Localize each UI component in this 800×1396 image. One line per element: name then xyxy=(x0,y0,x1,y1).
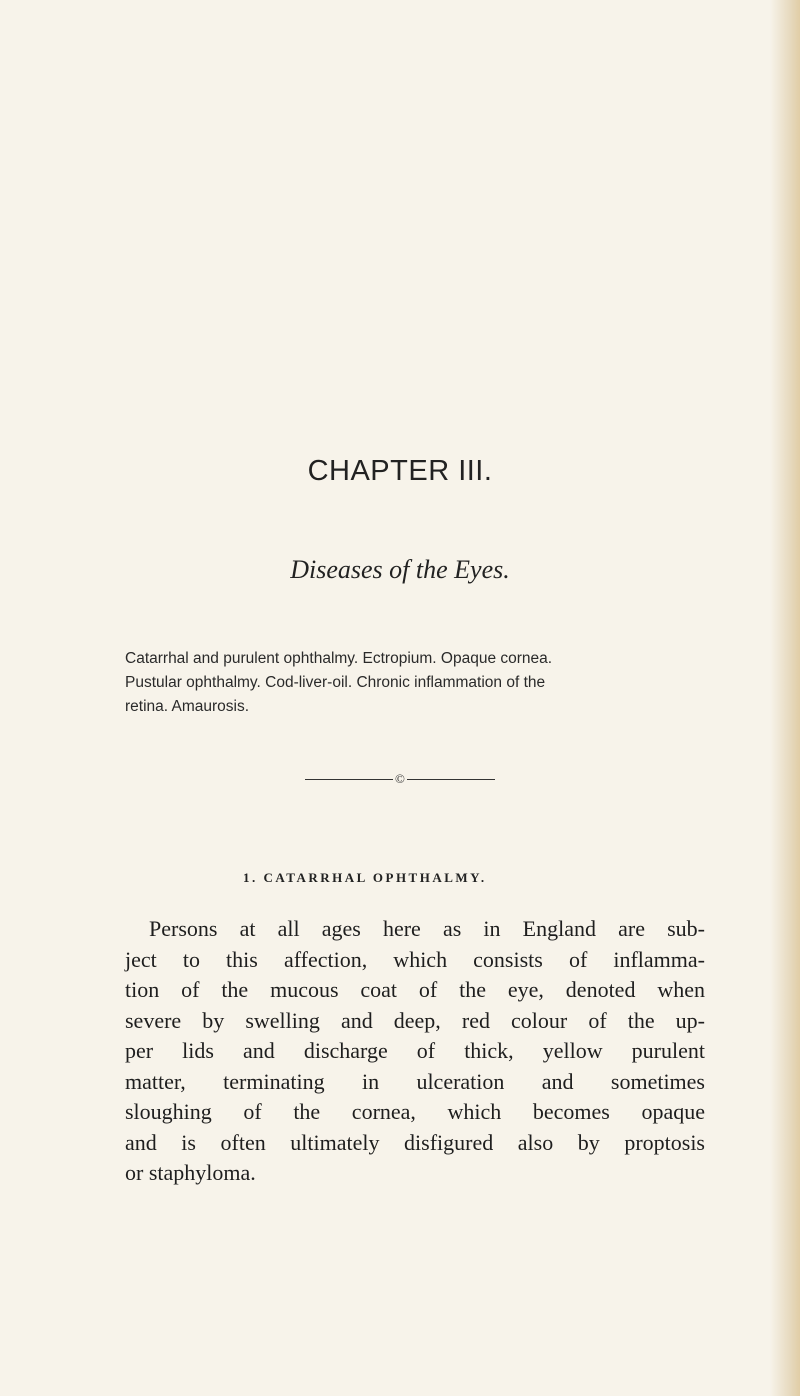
paragraph-line: ject to this affection, which consists of inflamma- xyxy=(125,946,705,972)
paragraph-line: or staphyloma. xyxy=(125,1160,256,1185)
paragraph-line: and is often ultimately disfigured also by proptosis xyxy=(125,1129,705,1155)
paragraph-line: Persons at all ages here as in England are sub- xyxy=(149,916,705,941)
body-paragraph xyxy=(125,914,705,1189)
paragraph-line: severe by swelling and deep, red colour of the up- xyxy=(125,1007,705,1033)
synopsis-line: Catarrhal and purulent ophthalmy. Ectropium. Opaque cornea. xyxy=(125,650,553,667)
paragraph-line: matter, terminating in ulceration and sometimes xyxy=(125,1068,705,1094)
paragraph-line: sloughing of the cornea, which becomes opaque xyxy=(125,1099,705,1124)
ornament-icon: © xyxy=(395,771,405,787)
synopsis-line: Pustular ophthalmy. Cod-liver-oil. Chronic inflammation of the xyxy=(125,674,546,691)
paragraph-line: per lids and discharge of thick, yellow purulent xyxy=(125,1038,705,1063)
paragraph-line: tion of the mucous coat of the eye, denoted when xyxy=(125,977,705,1002)
divider-rule-right xyxy=(407,779,495,780)
chapter-subject: Diseases of the Eyes. xyxy=(290,555,510,584)
chapter-title: CHAPTER III. xyxy=(307,455,493,487)
section-divider xyxy=(0,770,800,790)
section-heading: 1. CATARRHAL OPHTHALMY. xyxy=(243,870,487,885)
chapter-synopsis xyxy=(125,647,695,719)
synopsis-line: retina. Amaurosis. xyxy=(125,698,250,715)
divider-rule-left xyxy=(305,779,393,780)
